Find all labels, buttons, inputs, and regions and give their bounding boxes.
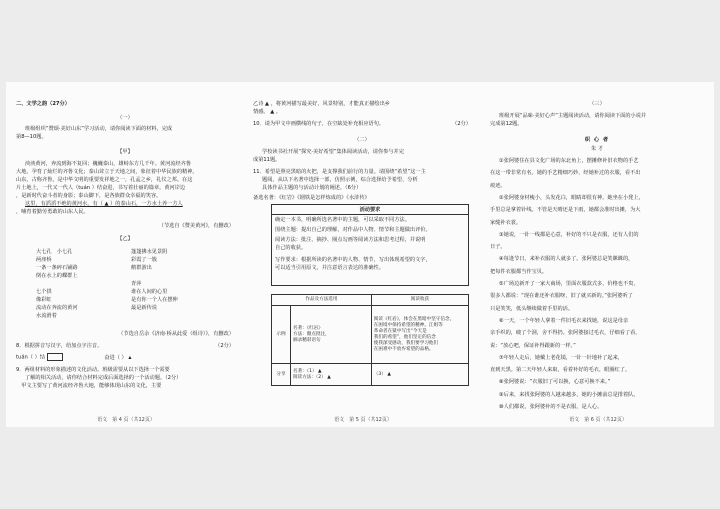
example-left-line: 摘录精彩语句 bbox=[293, 337, 321, 343]
story-line: 直到天黑。第二天年轻人来取，看着补好的毛衣，眼圈红了。 bbox=[490, 367, 631, 374]
jia-label: 【甲】 bbox=[117, 149, 133, 155]
top-line: 乙诗 ▲ ，将黄河描写最美好，风景特别，才能真正描绘出乡 bbox=[253, 101, 390, 107]
share-label: 分享 bbox=[272, 364, 291, 386]
q11-line: 题阅，从以下名著中选择一部，仿照示例，综合选择给予希望、分析 bbox=[262, 177, 418, 183]
poem-line: 篷篷拂水见景阴 bbox=[131, 249, 168, 255]
poem-line: 两座桥 bbox=[36, 257, 52, 263]
poem-line: 一条一条碎石铺路 bbox=[36, 265, 78, 271]
story-line: 很多人都说：“现在谁还补衣服呀，旧了就买新的。”张阿婆听了 bbox=[490, 293, 633, 300]
part-two-heading: （二） bbox=[354, 137, 370, 143]
example-left-cell bbox=[291, 306, 372, 364]
example-right-line: 阅读《红岩》，体会在黑暗中坚守信念， bbox=[373, 316, 455, 322]
intro-line-1: 班级组织“赞颂·美好山东”学习活动，请你阅读下面的材料，完成 bbox=[25, 126, 173, 132]
example-label: 示例 bbox=[272, 306, 291, 364]
example-right-line: 使我深受感动，我们要学习他们 bbox=[373, 340, 439, 346]
exam-sheet bbox=[6, 82, 714, 427]
page-4-column bbox=[16, 82, 234, 427]
yi-label: 【乙】 bbox=[117, 236, 133, 242]
requirement-line: 确定一本书，明确所选名著中的主题，可以采取不同方法。 bbox=[275, 217, 410, 223]
question-8: 8．根据拼音写汉字，给加点字注音。 bbox=[16, 343, 103, 349]
example-right-line: 在困难中不放弃希望的品格。 bbox=[373, 346, 434, 352]
poem-line: 最是新传说 bbox=[131, 305, 157, 311]
q8-pinyin: tuán（ ）结 bbox=[16, 354, 45, 361]
poem-line: 鹅群游出 bbox=[131, 265, 152, 271]
intro-line-1: 学校读书社开展“探究·美好希望”集体阅读活动，请你参与并完 bbox=[262, 149, 404, 155]
options-label: 备选名著：《红岩》《钢铁是怎样炼成的》《水浒传》 bbox=[253, 195, 370, 201]
story-line: 日子。 bbox=[490, 244, 506, 251]
page-footer: 语文 第 6 页（共12页） bbox=[569, 417, 627, 423]
example-left-line: 名著：《红岩》 bbox=[293, 325, 323, 331]
question-11: 11．希望是照亮黑暗的火把，是支撑我们前行的力量。请围绕“希望”这一主 bbox=[253, 169, 426, 175]
story-line: 只是笑笑，低头继续做着手里的活。 bbox=[490, 305, 574, 312]
intro-line-2: 成第11题。 bbox=[253, 157, 281, 163]
poem-line: 谁在人间的心里 bbox=[131, 289, 168, 295]
jia-line: 片土地上，一代又一代人（tuán ）结奋进，书写着壮丽的篇章。黄河岸边 bbox=[16, 185, 186, 191]
story-line: ⑧张阿婆说：“衣服旧了可以换，心意可换不来。” bbox=[499, 379, 611, 386]
story-line: 痕迹。 bbox=[490, 182, 506, 189]
requirements-box bbox=[271, 204, 469, 286]
q9-line: 甲文主要写了黄河流经齐鲁大地，能够体现山东的文化，主要 bbox=[16, 383, 162, 389]
q11-line: 具体作品主题的与活动计划的阐述。（6分） bbox=[262, 185, 362, 191]
story-line: 把每件衣服都当作宝贝。 bbox=[490, 268, 548, 275]
part-one-heading: （一） bbox=[117, 115, 133, 121]
table-header-left: 作品及方法选用 bbox=[272, 295, 372, 306]
story-line: ⑩人们都说，张阿婆补的不是衣服，是人心。 bbox=[499, 404, 603, 410]
requirements-title: 活动要求 bbox=[272, 206, 468, 215]
intro-line-1: 班级开展“品味·美好心声”主题阅读活动，请你阅读下面的小说并 bbox=[499, 113, 647, 119]
q10-score: （2分） bbox=[452, 121, 471, 127]
jia-line: 大地，孕育了灿烂的齐鲁文化；泰山耸立于天地之间，象征着中华民族的精神。 bbox=[16, 169, 198, 175]
poem-line: 倒在水上的蝶群上 bbox=[36, 273, 78, 279]
poem-line: 大七孔 小七孔 bbox=[36, 249, 73, 255]
yi-poem-right bbox=[131, 248, 178, 312]
story-line: ④每逢节日，来补衣服的人就多了。张阿婆总是笑眯眯的， bbox=[499, 256, 634, 263]
share-left-cell[interactable] bbox=[291, 364, 372, 386]
blank-marker: ▲ bbox=[128, 354, 132, 360]
top-line: 情感。 ▲ 。 bbox=[253, 109, 282, 115]
q8-answer-box[interactable] bbox=[47, 353, 63, 361]
jia-line: 泱泱黄河，奔流到海不复回；巍巍泰山，雄峙东方几千年。黄河流经齐鲁 bbox=[25, 161, 192, 167]
poem-line: 流动在奔流的黄河 bbox=[36, 305, 78, 311]
q9-line: 了解的相关活动，请你结合材料完成后面选择的一个活动题。（2分） bbox=[25, 375, 182, 381]
intro-line-2: 第8—10题。 bbox=[16, 134, 47, 140]
jia-line: ，哺育着勤劳勇敢的山东人民。 bbox=[16, 209, 89, 215]
share-right-line: （3） ▲ bbox=[373, 371, 391, 377]
page-6-column bbox=[490, 82, 704, 427]
section-title: 二、文学之韵（27分） bbox=[16, 101, 70, 107]
poem-line: 七个拱 bbox=[36, 289, 52, 295]
story-line: 在这一带非常有名。她的手艺精细巧妙，经她补过的衣服，看不出 bbox=[490, 170, 641, 177]
example-right-line: 革命者在狱中写出“今天是 bbox=[373, 328, 427, 334]
poem-line: 像彩虹 bbox=[36, 297, 52, 303]
jia-line: 山东，古称齐鲁，是中华文明的重要发祥地之一，孔孟之乡，礼仪之邦。在这 bbox=[16, 177, 193, 183]
story-title: 织 心 者 bbox=[584, 137, 610, 143]
requirement-line: 可以适当引用原文，并注意语言表达的准确性。 bbox=[275, 265, 384, 271]
reading-table bbox=[271, 294, 469, 386]
story-line: ⑤广场边新开了一家大商场，里面衣服款式多，价格也不贵， bbox=[499, 281, 639, 287]
share-left-line: 名著：（1） ▲ bbox=[293, 368, 322, 374]
intro-line-2: 完成第12题。 bbox=[490, 121, 523, 127]
poem-line: 彩霞了一簇 bbox=[131, 257, 157, 263]
story-line: ⑥一天，一个年轻人拿着一件旧毛衣来找她，说这是母亲 bbox=[499, 317, 629, 324]
q8-score: （2分） bbox=[215, 343, 234, 349]
story-line: ①张阿婆住在县文化广场的东北角上，摆摊修补旧衣物的手艺 bbox=[499, 158, 639, 164]
question-10: 10．请为甲文中画横线的句子，在空缺处补充相应语句。 bbox=[253, 121, 385, 127]
story-line: ②张阿婆身材瘦小，头发花白，眼睛却很有神。她坐在小凳上， bbox=[499, 194, 644, 201]
yi-poem-left bbox=[36, 248, 78, 320]
q8-chars: 奋进（ ） bbox=[104, 354, 127, 361]
part-three-heading: （三） bbox=[589, 101, 605, 107]
example-right-line: 在困境中保持希望的精神。江姐等 bbox=[373, 322, 443, 328]
requirement-line: 写作要求：根据所读的名著中的人物、情节，写出体现希望的文字， bbox=[275, 257, 431, 263]
story-line: ⑨后来，来找张阿婆的人越来越多，她的小摊前总是排着队。 bbox=[499, 391, 639, 398]
example-right-cell bbox=[371, 306, 468, 364]
jia-line-underlined: 这里，有滔滔不绝的黄河水，有（ ▲ ）的泰山石，一方水土养一方人 bbox=[25, 201, 183, 207]
example-left-line: 方法：圈点批注， bbox=[293, 331, 330, 337]
poem-line: 是有你一个人在摆伸 bbox=[131, 297, 178, 303]
requirement-line: 围绕主题：提出自己的理解，对作品中人物、情节和主题做出评价。 bbox=[275, 227, 431, 233]
table-header-right: 阅读收获 bbox=[371, 295, 468, 306]
question-9: 9．两组材料的形象描述的文化活动。班级需要从以下选择一个需要 bbox=[16, 367, 170, 373]
story-line: 说：“放心吧，保证补得跟新的一样。” bbox=[490, 342, 576, 349]
page-5-column bbox=[253, 82, 471, 427]
share-right-cell[interactable] bbox=[371, 364, 468, 386]
yi-source: （节选自岳余《济南·桥从此爱（组诗）》，有删改） bbox=[118, 331, 234, 337]
story-line: 手里总是拿着针线。不管是天晴还是下雨，她都会准时出摊，为大 bbox=[490, 207, 641, 214]
q8-answer-row bbox=[16, 353, 234, 362]
story-author: 朱 才 bbox=[590, 146, 604, 152]
share-left-line: 阅读方法：（2） ▲ bbox=[293, 374, 331, 380]
story-line: 家缝补衣裳。 bbox=[490, 219, 522, 226]
poem-line: 青萍 bbox=[131, 281, 142, 287]
page-footer: 语文 第 4 页（共12页） bbox=[97, 417, 155, 423]
page-footer: 语文 第 5 页（共12页） bbox=[334, 417, 392, 423]
story-line: 亲手织的，破了个洞，舍不得扔。张阿婆接过毛衣，仔细看了看， bbox=[490, 330, 641, 337]
story-line: ③她说，一针一线都是心意，补好的不只是衣服，还有人们的 bbox=[499, 231, 639, 238]
poem-line: 水流滑着 bbox=[36, 313, 57, 319]
example-right-line: 我们的希望”，他们坚定的信念 bbox=[373, 334, 436, 340]
requirement-line: 自己的收获。 bbox=[275, 245, 307, 251]
jia-line: ，是新时代奋斗者的身影；泰山脚下，是各族群众幸福的笑容。 bbox=[16, 193, 162, 199]
jia-source: （节选自《赞美黄河》，有删改） bbox=[158, 223, 234, 229]
story-line: ⑦年轻人走后，她戴上老花镜，一针一针地补了起来， bbox=[499, 354, 623, 361]
requirement-line: 阅读方法：批注、摘抄、圈点勾画等阅读方法和思考过程，并说明 bbox=[275, 237, 426, 243]
